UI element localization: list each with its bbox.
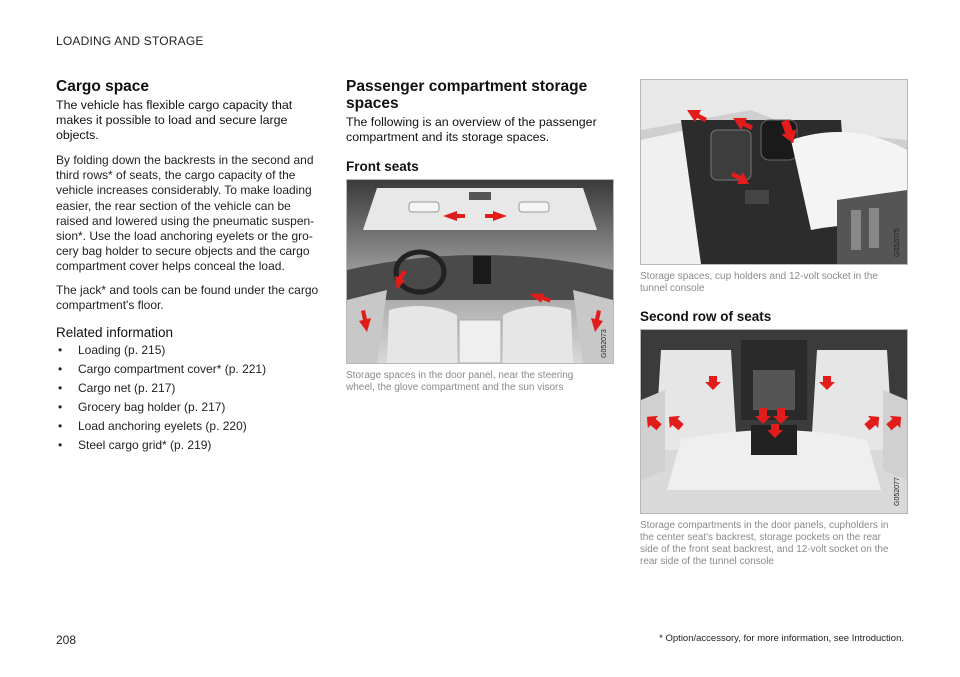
related-link-grocery-bag-holder[interactable]: • Grocery bag holder (p. 217) (56, 400, 320, 415)
second-row-code: G052077 (894, 477, 901, 506)
footnote: * Option/accessory, for more information, see Introduction. (659, 633, 904, 644)
console-caption: Storage spaces, cup holders and 12-volt socket in the tunnel console (640, 271, 878, 294)
related-link-cargo-net[interactable]: • Cargo net (p. 217) (56, 381, 320, 396)
second-row-figure (640, 329, 908, 514)
cargo-paragraph-2: The jack* and tools can be found under the cargo compartment's floor. (56, 282, 319, 312)
cargo-column (56, 78, 320, 457)
passenger-intro: The following is an overview of the passenger compartment and its storage spaces. (346, 115, 597, 144)
related-link-loading[interactable]: • Loading (p. 215) (56, 343, 320, 358)
related-information-title: Related information (56, 325, 174, 341)
cargo-title: Cargo space (56, 78, 150, 95)
related-link-load-anchoring-eyelets[interactable]: • Load anchoring eyelets (p. 220) (56, 419, 320, 434)
console-figure (640, 79, 908, 265)
related-information-list (56, 343, 320, 453)
second-row-illustration (641, 330, 907, 513)
passenger-title: Passenger compartment storage spaces (346, 78, 588, 112)
related-link-steel-cargo-grid[interactable]: • Steel cargo grid* (p. 219) (56, 438, 320, 453)
console-code: G052075 (894, 228, 901, 257)
cargo-paragraph-1: By folding down the backrests in the second and third rows* of seats, the cargo capacity of the vehicle increases considerably. To make loading easier, the rear section of the vehicle can be raised and lowered using the pneumatic suspension*. Use the load anchoring eyelets or the grocery bag holder to secure objects and the cargo compartment cover helps conceal the load. (56, 153, 315, 274)
section-header: LOADING AND STORAGE (56, 34, 204, 48)
tunnel-console-illustration (641, 80, 907, 264)
second-row-caption: Storage compartments in the door panels, cupholders in the center seat's backrest, storage pockets on the rear side of the front seat backrest, and 12-volt socket on the rear side of the tunnel console (640, 520, 889, 567)
front-seats-illustration (347, 180, 613, 363)
front-seats-caption: Storage spaces in the door panel, near the steering wheel, the glove compartment and the sun visors (346, 370, 574, 393)
front-seats-title: Front seats (346, 159, 419, 174)
page-number: 208 (56, 633, 77, 647)
console-column (640, 79, 908, 568)
front-seats-figure (346, 179, 614, 364)
front-seats-code: G052073 (601, 329, 608, 358)
related-link-cargo-cover[interactable]: • Cargo compartment cover* (p. 221) (56, 362, 320, 377)
cargo-intro: The vehicle has flexible cargo capacity that makes it possible to load and secure large objects. (56, 98, 293, 142)
second-row-title: Second row of seats (640, 309, 772, 324)
passenger-column (346, 78, 614, 394)
